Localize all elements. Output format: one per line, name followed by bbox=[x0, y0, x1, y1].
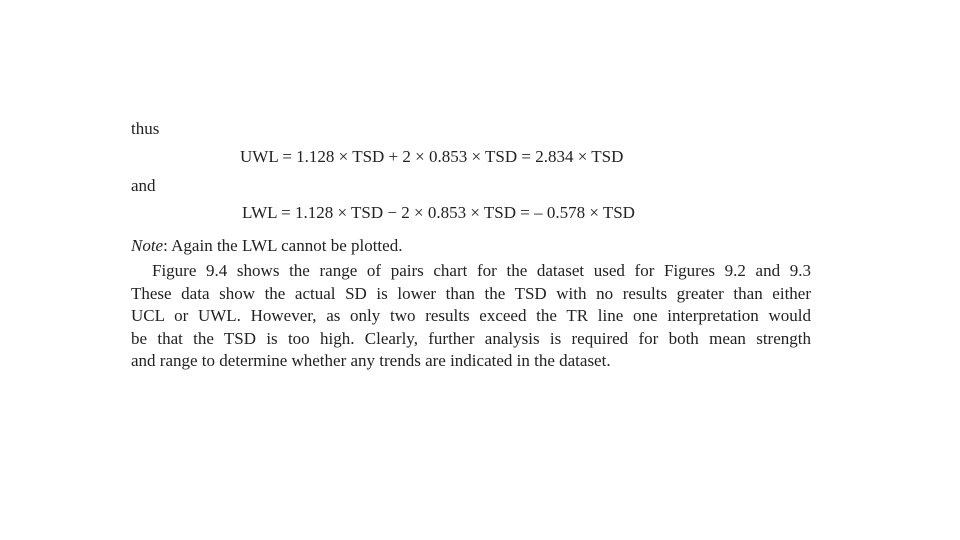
body-paragraph bbox=[131, 260, 811, 373]
paragraph-line-1: Figure 9.4 shows the range of pairs chart for the dataset used for Figures 9.2 and 9.3 bbox=[152, 261, 811, 280]
paragraph-line-5: and range to determine whether any trends are indicated in the dataset. bbox=[131, 351, 611, 370]
uwl-equation: UWL = 1.128 × TSD + 2 × 0.853 × TSD = 2.834 × TSD bbox=[240, 147, 624, 166]
lwl-equation: LWL = 1.128 × TSD − 2 × 0.853 × TSD = – 0.578 × TSD bbox=[242, 203, 635, 222]
paragraph-line-2: These data show the actual SD is lower than the TSD with no results greater than either bbox=[131, 283, 811, 303]
paragraph-line-4: be that the TSD is too high. Clearly, further analysis is required for both mean strength bbox=[131, 328, 811, 348]
word-and: and bbox=[131, 176, 156, 195]
word-thus: thus bbox=[131, 119, 160, 138]
note-line bbox=[131, 235, 402, 257]
note-text: : Again the LWL cannot be plotted. bbox=[163, 236, 403, 255]
note-label: Note bbox=[131, 236, 164, 255]
paragraph-line-3: UCL or UWL. However, as only two results exceed the TR line one interpretation would bbox=[131, 306, 811, 325]
